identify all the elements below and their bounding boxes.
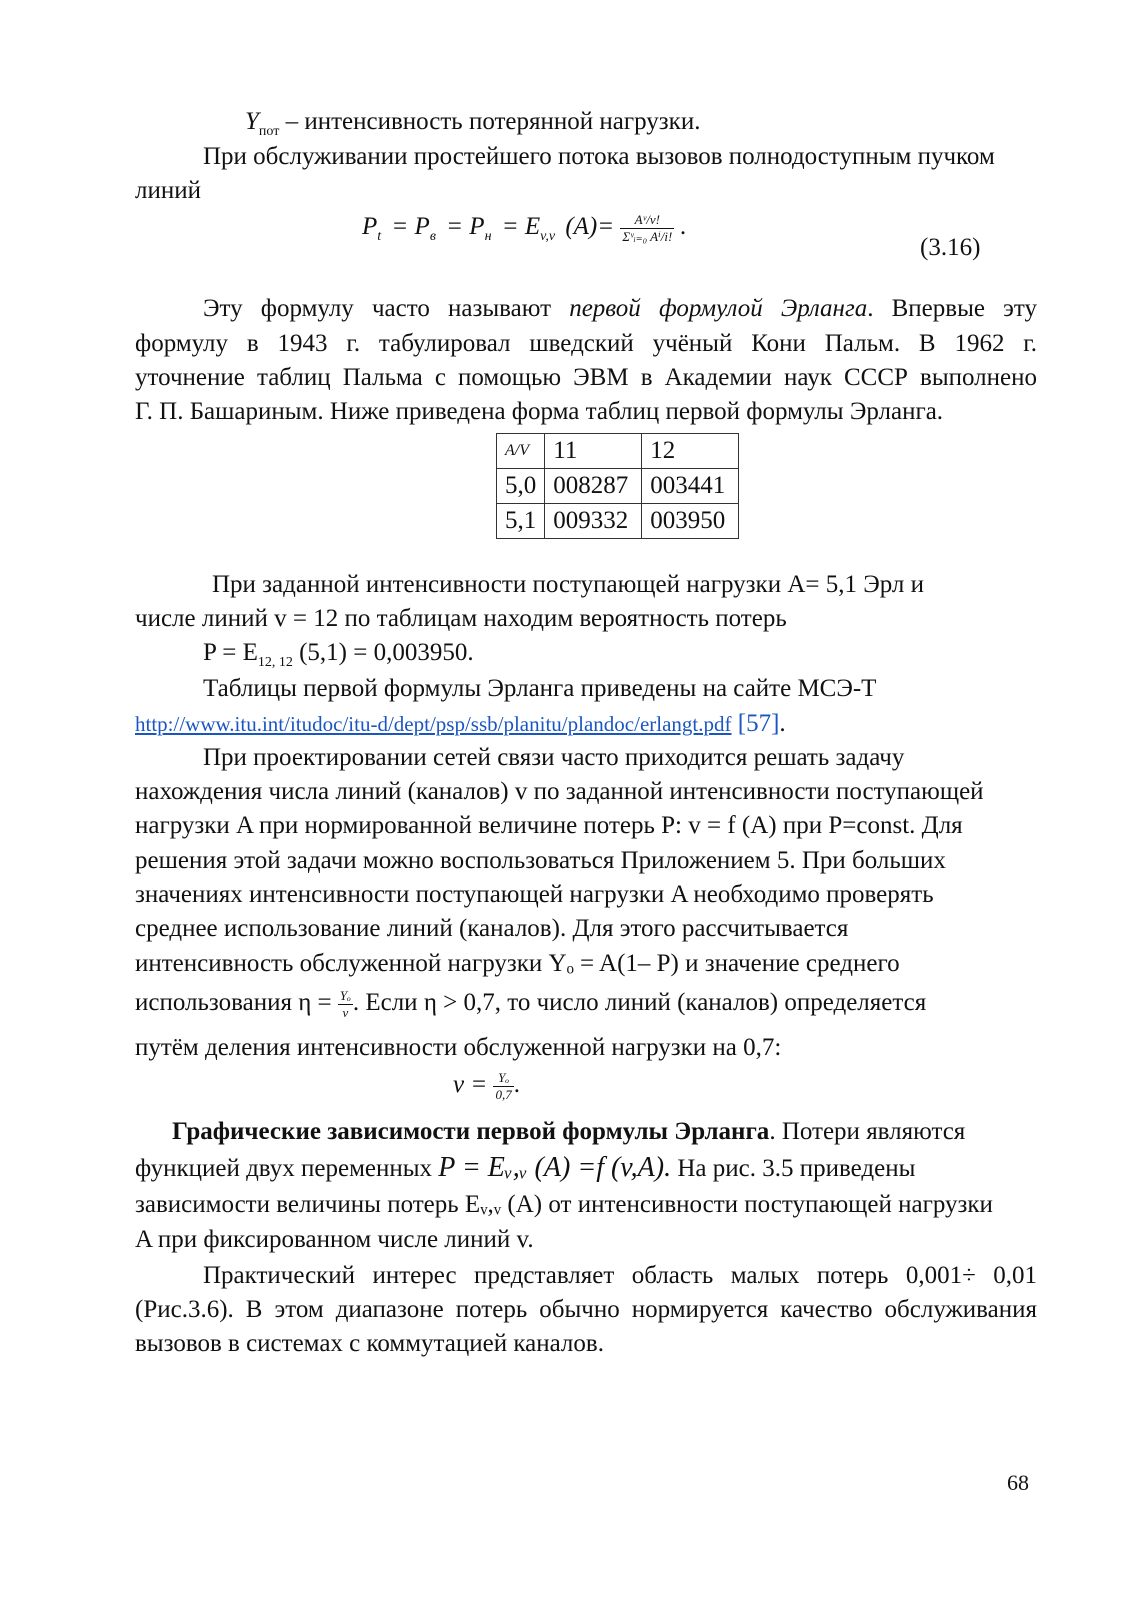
paragraph-5-line-2: нахождения числа линий (каналов) v по заданной интенсивности поступающей (135, 778, 984, 805)
paragraph-3-line-2: числе линий v = 12 по таблицам находим вероятность потерь (135, 605, 787, 632)
table-cell: 003950 (642, 504, 739, 539)
erlang-table (496, 433, 739, 539)
erlang-formula (362, 213, 687, 245)
formula-lhs: $P_t$ (362, 213, 382, 245)
paragraph-7-line-1: Практический интерес представляет область малых потерь 0,001÷ 0,01 (203, 1262, 1037, 1289)
equation-number: (3.16) (920, 234, 981, 261)
paragraph-2-line-1: Эту формулу часто называют первой формулой Эрланга. Впервые эту (203, 295, 1037, 322)
paragraph-5-line-6: среднее использование линий (каналов). Для этого рассчитывается (135, 915, 849, 942)
emphasis-erlang: первой формулой Эрланга (569, 295, 868, 322)
line-ypot (245, 107, 700, 147)
table-cell: 5,0 (497, 469, 545, 504)
citation-57[interactable]: [57] (731, 710, 780, 737)
paragraph-7-line-3: вызовов в системах с коммутацией каналов. (135, 1330, 604, 1357)
page-number: 68 (1007, 1470, 1029, 1495)
paragraph-3-line-1: При заданной интенсивности поступающей нагрузки A= 5,1 Эрл и (212, 571, 924, 598)
paragraph-1-line-1: При обслуживании простейшего потока вызовов полнодоступным пучком (203, 143, 995, 170)
table-row (497, 504, 739, 539)
paragraph-2-line-4: Г. П. Башариным. Ниже приведена форма таблиц первой формулы Эрланга. (135, 398, 944, 425)
paragraph-2-line-2: формулу в 1943 г. табулировал шведский учёный Кони Пальм. В 1962 г. (135, 330, 1037, 357)
table-cell: 003441 (642, 469, 739, 504)
paragraph-6-line-4: A при фиксированном числе линий v. (135, 1226, 534, 1253)
paragraph-5-line-5: значениях интенсивности поступающей нагрузки A необходимо проверять (135, 881, 934, 908)
paragraph-6-line-2: функцией двух переменных P = Eᵥ,ᵥ (A) =f (v,A). На рис. 3.5 приведены (135, 1152, 916, 1183)
paragraph-6-line-3: зависимости величины потерь Eᵥ,ᵥ (A) от интенсивности поступающей нагрузки (135, 1191, 993, 1218)
formula-eq3: = $E_{v,v}$ (501, 213, 556, 245)
v-fraction: $\frac{\text{Yₒ}}{0,7}$ (495, 1069, 512, 1102)
formula-fraction (620, 213, 674, 244)
symbol-y: Y (245, 108, 259, 135)
table-header-cell: 11 (545, 434, 642, 469)
table-cell: 5,1 (497, 504, 545, 539)
table-row (497, 469, 739, 504)
paragraph-5-line-1: При проектировании сетей связи часто приходится решать задачу (203, 744, 905, 771)
table-header-row (497, 434, 739, 469)
paragraph-5-formula: v = $\frac{\text{Yₒ}}{0,7}$ . (453, 1069, 520, 1102)
paragraph-6-line-1: Графические зависимости первой формулы Эрланга. Потери являются (172, 1118, 966, 1145)
paragraph-1-line-2: линий (135, 177, 201, 204)
paragraph-4-line-1: Таблицы первой формулы Эрланга приведены на сайте МСЭ-Т (203, 675, 877, 702)
formula-eq2: = $P_н$ (446, 213, 492, 245)
paragraph-7-line-2: (Рис.3.6). В этом диапазоне потерь обычно нормируется качество обслуживания (135, 1296, 1037, 1323)
eta-fraction: $\frac{\text{Yₒ}}{v}$ (339, 987, 351, 1020)
paragraph-5-line-4: решения этой задачи можно воспользоваться Приложением 5. При больших (135, 847, 946, 874)
formula-denominator: Σᵛᵢ₌₀ Aⁱ/i! (622, 229, 673, 244)
paragraph-4-line-2: http://www.itu.int/itudoc/itu-d/dept/psp/ssb/planitu/plandoc/erlangt.pdf [57]. (135, 710, 786, 737)
formula-eq1: = $P_в$ (391, 213, 436, 245)
table-cell: 008287 (545, 469, 642, 504)
paragraph-3-line-3: $P = E_{12, 12}$ (5,1) = 0,003950. (203, 639, 474, 670)
paragraph-5-line-7: интенсивность обслуженной нагрузки Yₒ = A(1– P) и значение среднего (135, 950, 900, 977)
table-header-cell: 12 (642, 434, 739, 469)
ypot-text: – интенсивность потерянной нагрузки. (279, 108, 701, 135)
formula-dot: . (680, 213, 687, 241)
formula-arg: (A)= (565, 213, 615, 241)
table-cell: 009332 (545, 504, 642, 539)
subscript-12-12: 12, 12 (257, 655, 293, 670)
paragraph-5-line-9: путём деления интенсивности обслуженной нагрузки на 0,7: (135, 1034, 782, 1061)
table-header-cell: A/V (497, 434, 545, 469)
itu-erlang-link[interactable]: http://www.itu.int/itudoc/itu-d/dept/psp/ssb/planitu/plandoc/erlangt.pdf (135, 712, 732, 736)
subscript-pot: пот (258, 124, 280, 139)
formula-numerator: Aᵛ/v! (620, 213, 674, 229)
paragraph-5-line-8: использования η = $\frac{\text{Yₒ}}{v}$ . Если η > 0,7, то число линий (каналов) определяется (135, 987, 927, 1020)
paragraph-2-line-3: уточнение таблиц Пальма с помощью ЭВМ в Академии наук СССР выполнено (135, 364, 1037, 391)
bold-heading: Графические зависимости первой формулы Эрланга (172, 1118, 770, 1145)
paragraph-5-line-3: нагрузки A при нормированной величине потерь P: v = f (A) при P=const. Для (135, 812, 963, 839)
